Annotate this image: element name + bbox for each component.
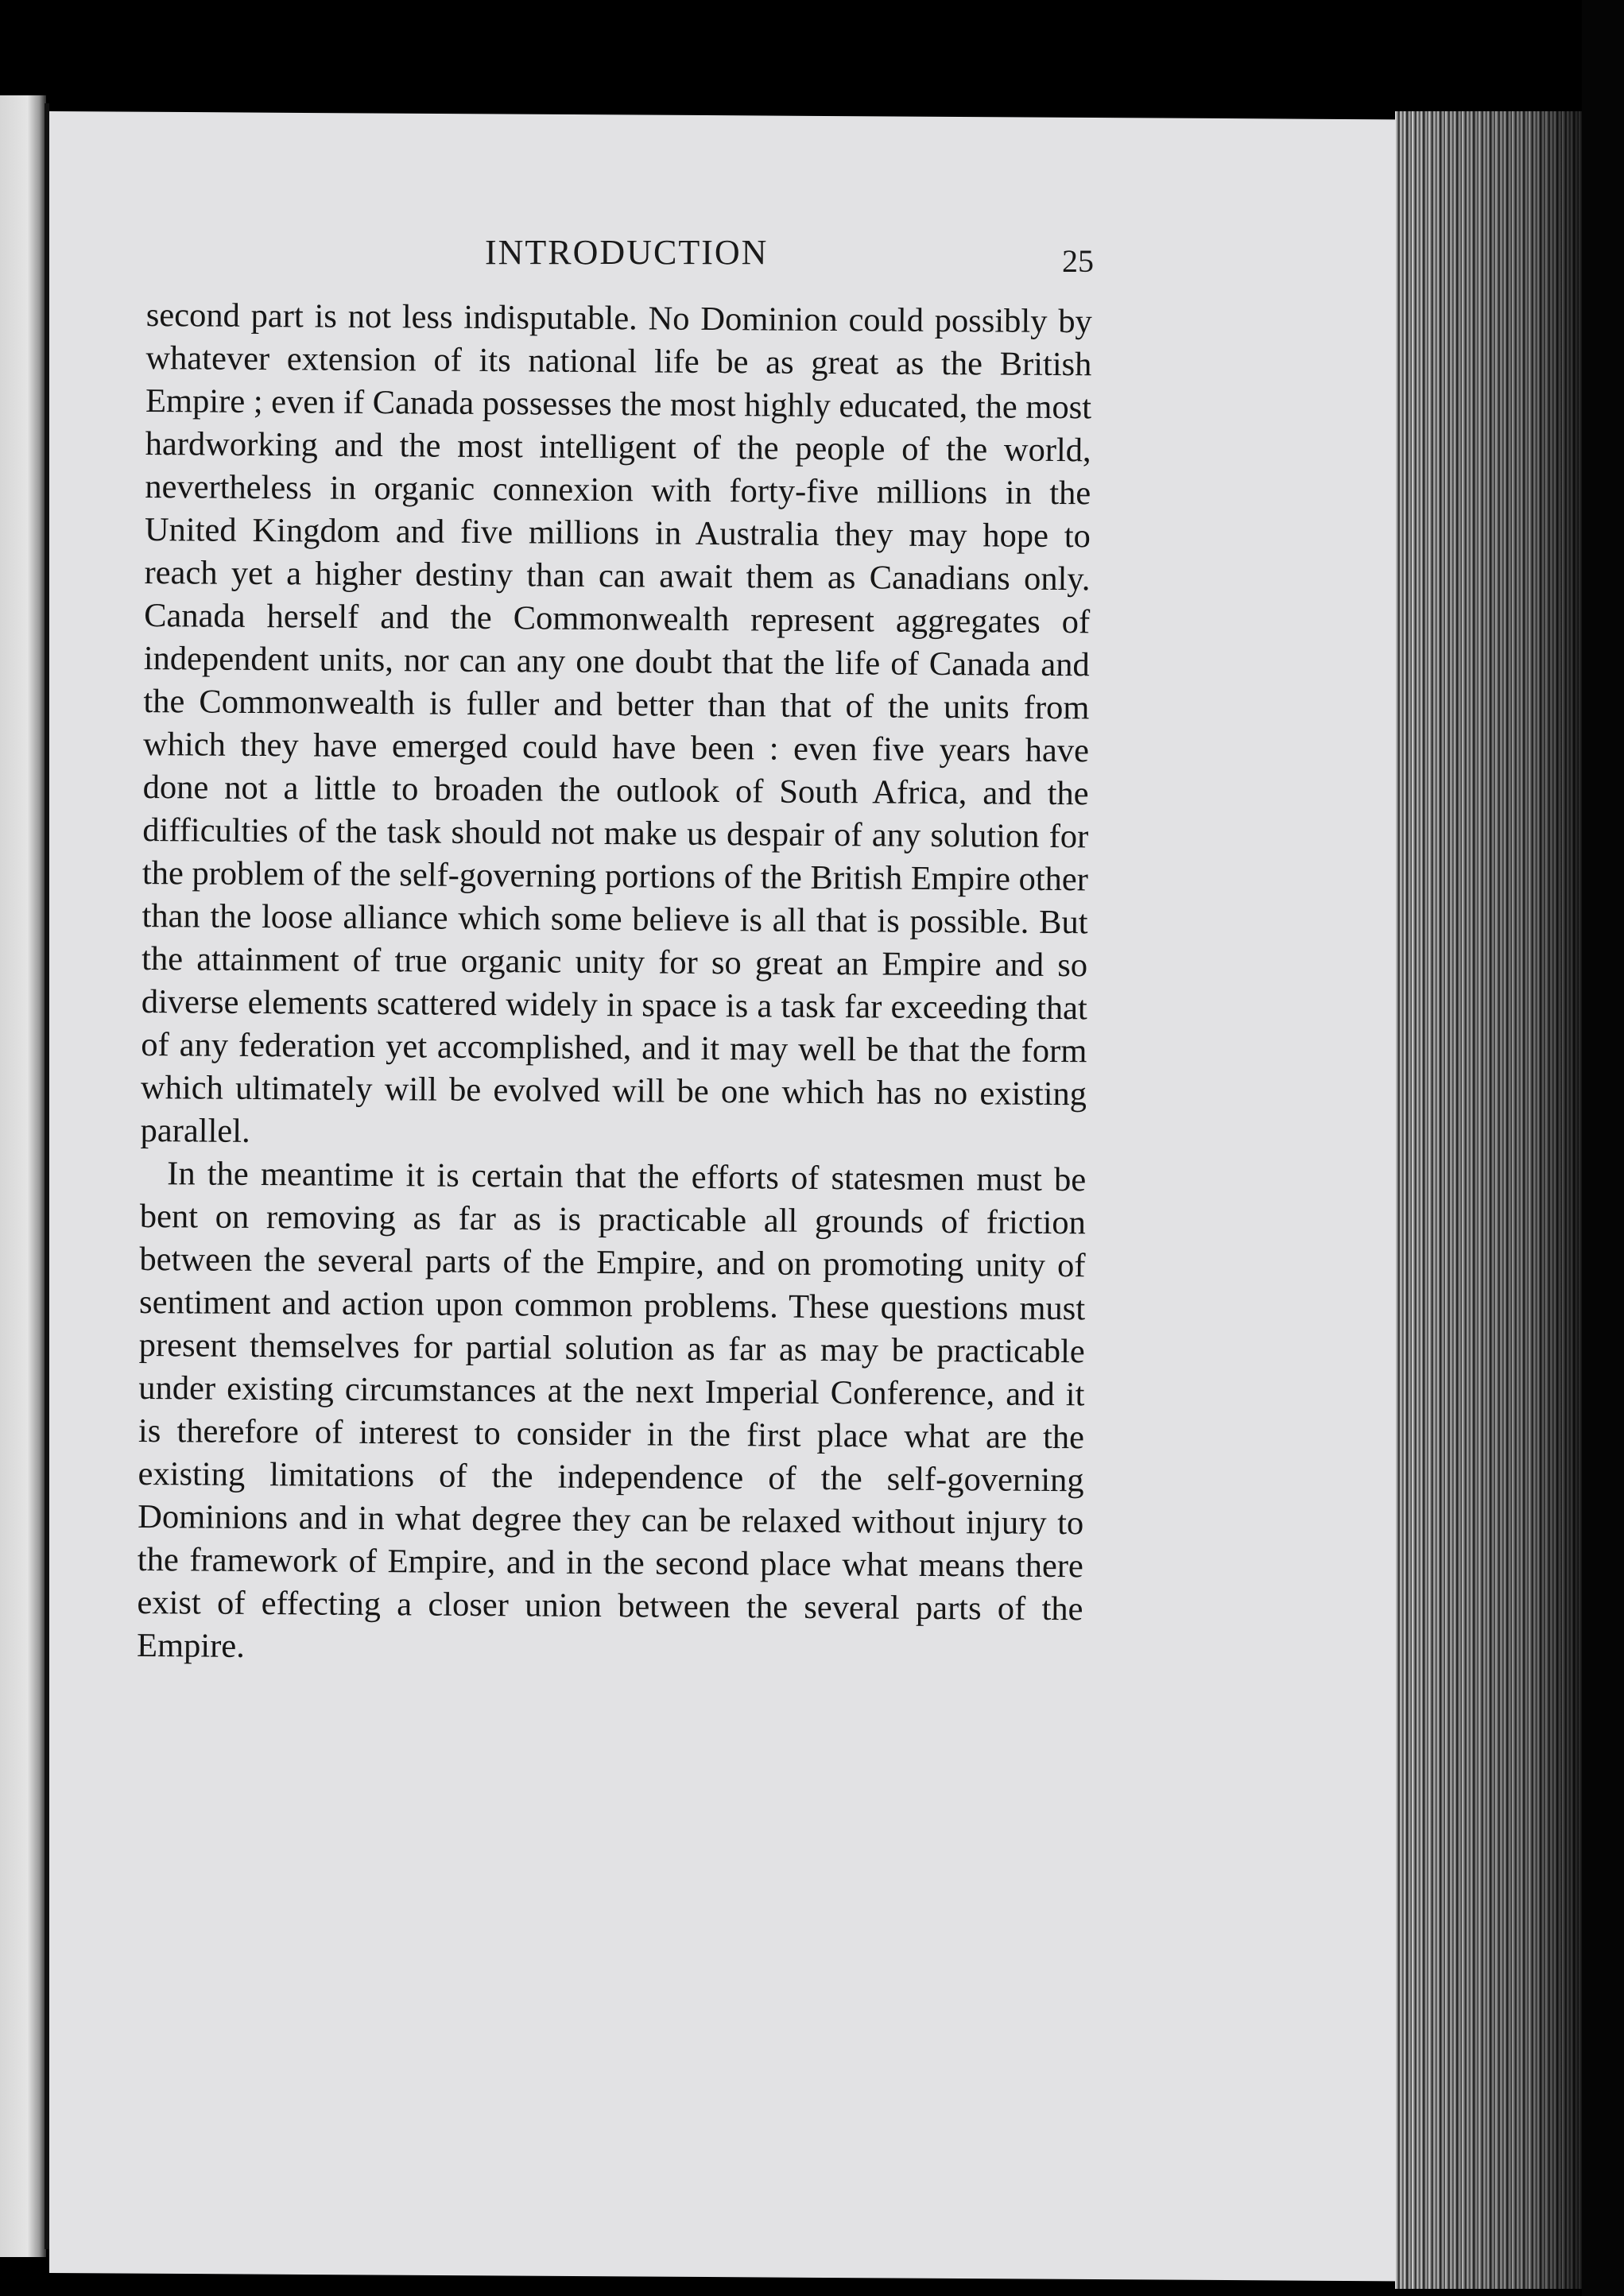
scan-background (1582, 0, 1624, 2296)
running-title: INTRODUCTION (485, 233, 769, 272)
facing-page-edge (0, 95, 46, 2257)
paragraph: second part is not less indisputable. No Dominion could possibly by whatever extension of its national life be as great as the British Empire ; even if Canada possesses the most highly educated, the most hardworking and the most intelligent of the people of the world, nevertheless in organic connexion with forty-five millions in the United Kingdom and five millions in Australia they may hope to reach yet a higher destiny than can await them as Canadians only. Canada herself and the Commonwealth represent aggregates of independent units, nor can any one doubt that the life of Canada and the Commonwealth is fuller and better than that of the units from which they have emerged could have been : even five years have done not a little to broaden the outlook of South Africa, and the difficulties of the task should not make us despair of any solution for the problem of the self-governing portions of the British Empire other than the loose alliance which some believe is all that is possible. But the attainment of true organic unity for so great an Empire and so diverse elements scattered widely in space is a task far exceeding that of any federation yet accomplished, and it may well be that the form which ultimately will be evolved will be one which has no existing parallel. (140, 296, 1092, 1150)
page-body (137, 294, 1092, 1674)
page-number: 25 (1062, 243, 1094, 279)
paragraph: In the meantime it is certain that the efforts of statesmen must be bent on removing as far as is practicable all grounds of friction between the several parts of the Empire, and on promoting unity of sentiment and action upon common problems. These questions must present themselves for partial solution as far as may be practicable under existing circumstances at the next Imperial Conference, and it is therefore of interest to consider in the first place what are the existing limitations of the independence of the self-governing Dominions and in what degree they can be relaxed without injury to the framework of Empire, and in the second place what means there exist of effecting a closer union between the several parts of the Empire. (136, 1155, 1087, 1665)
fore-edge-shadow (1395, 111, 1586, 2289)
